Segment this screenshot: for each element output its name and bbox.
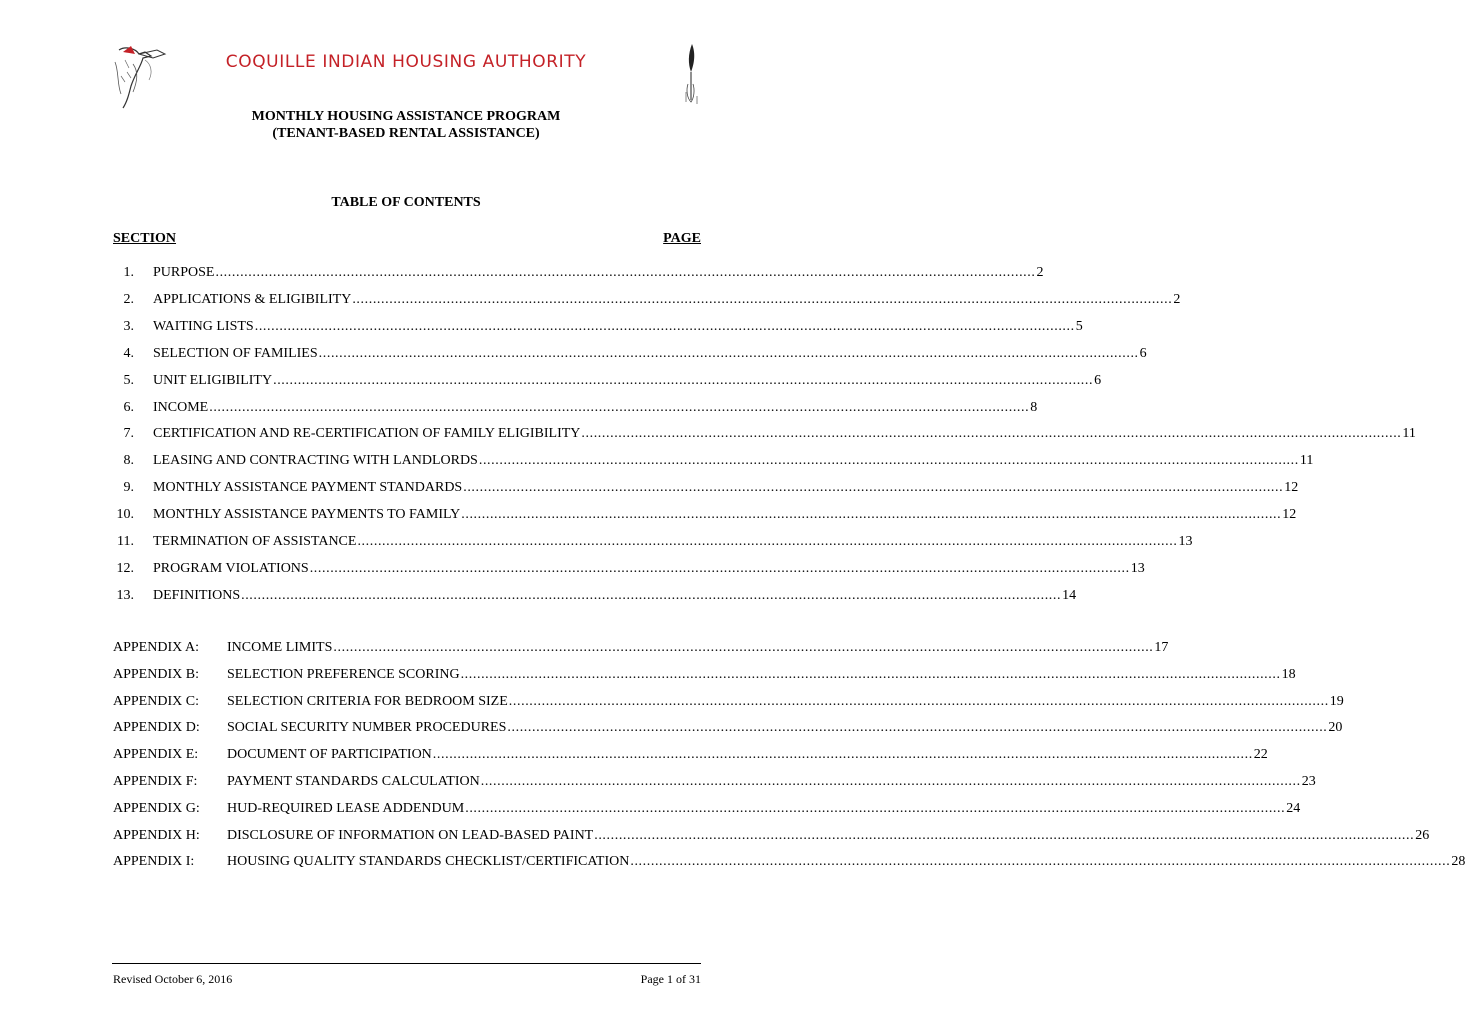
toc-entry-link[interactable]: [153, 264, 1044, 282]
toc-row: [0, 533, 1193, 551]
toc-appendix-row: [0, 639, 1169, 657]
dot-leader: ........................................................................................................................................................................................................: [480, 774, 1301, 789]
toc-entry-title: MONTHLY ASSISTANCE PAYMENTS TO FAMILY: [153, 507, 461, 523]
dot-leader: ........................................................................................................................................................................................................: [215, 265, 1036, 280]
organization-title: COQUILLE INDIAN HOUSING AUTHORITY: [225, 52, 587, 72]
section-column-header: SECTION: [113, 231, 177, 246]
toc-entry-link[interactable]: [227, 853, 1465, 871]
toc-appendix-row: [0, 666, 1296, 684]
toc-entry-title: DISCLOSURE OF INFORMATION ON LEAD-BASED PAINT: [227, 827, 594, 843]
toc-row: [0, 264, 1044, 282]
toc-row: [0, 452, 1314, 470]
toc-entry-page: 17: [1154, 640, 1169, 655]
toc-entry-link[interactable]: [153, 425, 1416, 443]
toc-entry-title: DEFINITIONS: [153, 587, 241, 603]
toc-entry-link[interactable]: [227, 827, 1430, 845]
dot-leader: ........................................................................................................................................................................................................: [630, 854, 1451, 870]
toc-entry-title: HUD-REQUIRED LEASE ADDENDUM: [227, 800, 465, 816]
dot-leader: ........................................................................................................................................................................................................: [508, 693, 1329, 709]
toc-row: [0, 425, 1416, 443]
toc-entry-link[interactable]: [153, 479, 1299, 497]
toc-appendix-row: [0, 827, 1430, 845]
section-number: 5.: [123, 372, 134, 388]
dot-leader: ........................................................................................................................................................................................................: [461, 507, 1282, 523]
toc-entry-link[interactable]: [227, 746, 1268, 764]
toc-row: [0, 399, 1038, 417]
toc-entry-title: LEASING AND CONTRACTING WITH LANDLORDS: [153, 453, 478, 469]
toc-row: [0, 372, 1102, 390]
toc-entry-title: PAYMENT STANDARDS CALCULATION: [227, 774, 480, 789]
toc-entry-title: INCOME LIMITS: [227, 640, 333, 655]
toc-entry-link[interactable]: [227, 639, 1169, 657]
toc-entry-link[interactable]: [153, 452, 1314, 470]
toc-entry-title: SELECTION PREFERENCE SCORING: [227, 666, 460, 682]
section-number: 11.: [117, 534, 134, 549]
page-number: Page 1 of 31: [640, 972, 701, 986]
toc-entry-title: HOUSING QUALITY STANDARDS CHECKLIST/CERTIFICATION: [227, 854, 630, 870]
dot-leader: ........................................................................................................................................................................................................: [478, 453, 1299, 469]
section-number: 1.: [123, 265, 134, 280]
toc-entry-page: 22: [1253, 747, 1268, 763]
dot-leader: ........................................................................................................................................................................................................: [460, 666, 1281, 682]
toc-entry-page: 2: [1173, 291, 1181, 307]
toc-entry-page: 24: [1286, 800, 1301, 816]
dot-leader: ........................................................................................................................................................................................................: [594, 827, 1415, 843]
program-title-line-1: MONTHLY HOUSING ASSISTANCE PROGRAM: [251, 109, 561, 124]
toc-entry-title: DOCUMENT OF PARTICIPATION: [227, 747, 432, 763]
toc-appendix-row: [0, 773, 1316, 791]
toc-entry-link[interactable]: [227, 800, 1301, 818]
toc-entry-title: PURPOSE: [153, 265, 215, 280]
toc-entry-title: APPLICATIONS & ELIGIBILITY: [153, 291, 352, 307]
footer-divider: [112, 963, 701, 964]
appendix-code: APPENDIX C:: [113, 693, 199, 709]
appendix-code: APPENDIX F:: [113, 774, 198, 789]
toc-entry-page: 12: [1282, 507, 1297, 523]
toc-entry-page: 6: [1094, 372, 1102, 388]
toc-entry-link[interactable]: [153, 587, 1077, 605]
toc-entry-title: SELECTION CRITERIA FOR BEDROOM SIZE: [227, 693, 508, 709]
dot-leader: ........................................................................................................................................................................................................: [318, 345, 1139, 361]
toc-heading: TABLE OF CONTENTS: [331, 195, 481, 210]
toc-entry-page: 5: [1075, 318, 1083, 334]
toc-entry-page: 12: [1284, 480, 1299, 496]
dot-leader: ........................................................................................................................................................................................................: [581, 426, 1402, 442]
appendix-code: APPENDIX D:: [113, 720, 200, 736]
toc-appendix-row: [0, 853, 1465, 871]
appendix-code: APPENDIX E:: [113, 747, 199, 763]
toc-appendix-row: [0, 800, 1301, 818]
appendix-code: APPENDIX I:: [113, 854, 195, 870]
toc-row: [0, 479, 1299, 497]
toc-entry-page: 11: [1299, 453, 1314, 469]
toc-appendix-row: [0, 693, 1344, 711]
dot-leader: ........................................................................................................................................................................................................: [333, 640, 1154, 655]
dot-leader: ........................................................................................................................................................................................................: [254, 318, 1075, 334]
appendix-code: APPENDIX A:: [113, 640, 199, 655]
toc-row: [0, 291, 1181, 309]
toc-entry-page: 13: [1130, 560, 1145, 576]
dot-leader: ........................................................................................................................................................................................................: [309, 560, 1130, 576]
toc-entry-page: 14: [1062, 587, 1077, 603]
toc-entry-link[interactable]: [227, 719, 1343, 737]
toc-entry-link[interactable]: [153, 506, 1297, 524]
toc-entry-title: UNIT ELIGIBILITY: [153, 372, 273, 388]
toc-entry-page: 28: [1451, 854, 1465, 870]
toc-entry-link[interactable]: [227, 666, 1296, 684]
dot-leader: ........................................................................................................................................................................................................: [463, 480, 1284, 496]
dot-leader: ........................................................................................................................................................................................................: [209, 399, 1030, 415]
toc-row: [0, 345, 1147, 363]
dot-leader: ........................................................................................................................................................................................................: [507, 720, 1328, 736]
toc-entry-page: 6: [1139, 345, 1147, 361]
section-number: 8.: [123, 453, 134, 469]
toc-entry-link[interactable]: [153, 560, 1145, 578]
toc-appendix-row: [0, 719, 1343, 737]
toc-entry-page: 23: [1301, 774, 1316, 789]
toc-entry-page: 13: [1178, 534, 1193, 549]
dot-leader: ........................................................................................................................................................................................................: [465, 800, 1286, 816]
toc-entry-page: 11: [1402, 426, 1416, 442]
appendix-code: APPENDIX H:: [113, 827, 200, 843]
section-number: 3.: [123, 318, 134, 334]
toc-entry-link[interactable]: [153, 318, 1083, 336]
section-number: 13.: [116, 587, 134, 603]
toc-entry-title: PROGRAM VIOLATIONS: [153, 560, 309, 576]
toc-entry-page: 2: [1036, 265, 1044, 280]
section-number: 12.: [116, 560, 134, 576]
toc-row: [0, 318, 1083, 336]
toc-entry-title: SOCIAL SECURITY NUMBER PROCEDURES: [227, 720, 507, 736]
toc-entry-page: 26: [1415, 827, 1430, 843]
toc-entry-link[interactable]: [153, 372, 1102, 390]
section-number: 4.: [123, 345, 134, 361]
section-number: 6.: [123, 399, 134, 415]
revision-date: Revised October 6, 2016: [113, 972, 233, 986]
toc-entry-link[interactable]: [153, 533, 1193, 551]
dot-leader: ........................................................................................................................................................................................................: [273, 372, 1094, 388]
toc-entry-title: MONTHLY ASSISTANCE PAYMENT STANDARDS: [153, 480, 463, 496]
section-number: 9.: [123, 480, 134, 496]
toc-entry-link[interactable]: [153, 291, 1181, 309]
toc-entry-link[interactable]: [227, 773, 1316, 791]
toc-entry-page: 19: [1329, 693, 1344, 709]
toc-entry-page: 18: [1281, 666, 1296, 682]
toc-entry-link[interactable]: [153, 345, 1147, 363]
toc-entry-title: CERTIFICATION AND RE-CERTIFICATION OF FAMILY ELIGIBILITY: [153, 426, 581, 442]
section-number: 7.: [123, 426, 134, 442]
page-column-header: PAGE: [663, 231, 701, 246]
program-title: [0, 108, 812, 142]
toc-entry-link[interactable]: [153, 399, 1038, 417]
dot-leader: ........................................................................................................................................................................................................: [432, 747, 1253, 763]
appendix-code: APPENDIX G:: [113, 800, 200, 816]
toc-appendix-row: [0, 746, 1268, 764]
toc-entry-title: TERMINATION OF ASSISTANCE: [153, 534, 357, 549]
appendix-code: APPENDIX B:: [113, 666, 199, 682]
section-number: 10.: [116, 507, 134, 523]
toc-entry-title: INCOME: [153, 399, 209, 415]
dot-leader: ........................................................................................................................................................................................................: [352, 291, 1173, 307]
toc-entry-page: 20: [1328, 720, 1343, 736]
toc-entry-title: SELECTION OF FAMILIES: [153, 345, 318, 361]
toc-entry-link[interactable]: [227, 693, 1344, 711]
toc-row: [0, 587, 1077, 605]
section-number: 2.: [123, 291, 134, 307]
toc-entry-title: WAITING LISTS: [153, 318, 254, 334]
toc-entry-page: 8: [1030, 399, 1038, 415]
dot-leader: ........................................................................................................................................................................................................: [357, 534, 1178, 549]
dot-leader: ........................................................................................................................................................................................................: [241, 587, 1062, 603]
toc-row: [0, 560, 1145, 578]
toc-row: [0, 506, 1297, 524]
program-title-line-2: (TENANT-BASED RENTAL ASSISTANCE): [272, 126, 540, 141]
